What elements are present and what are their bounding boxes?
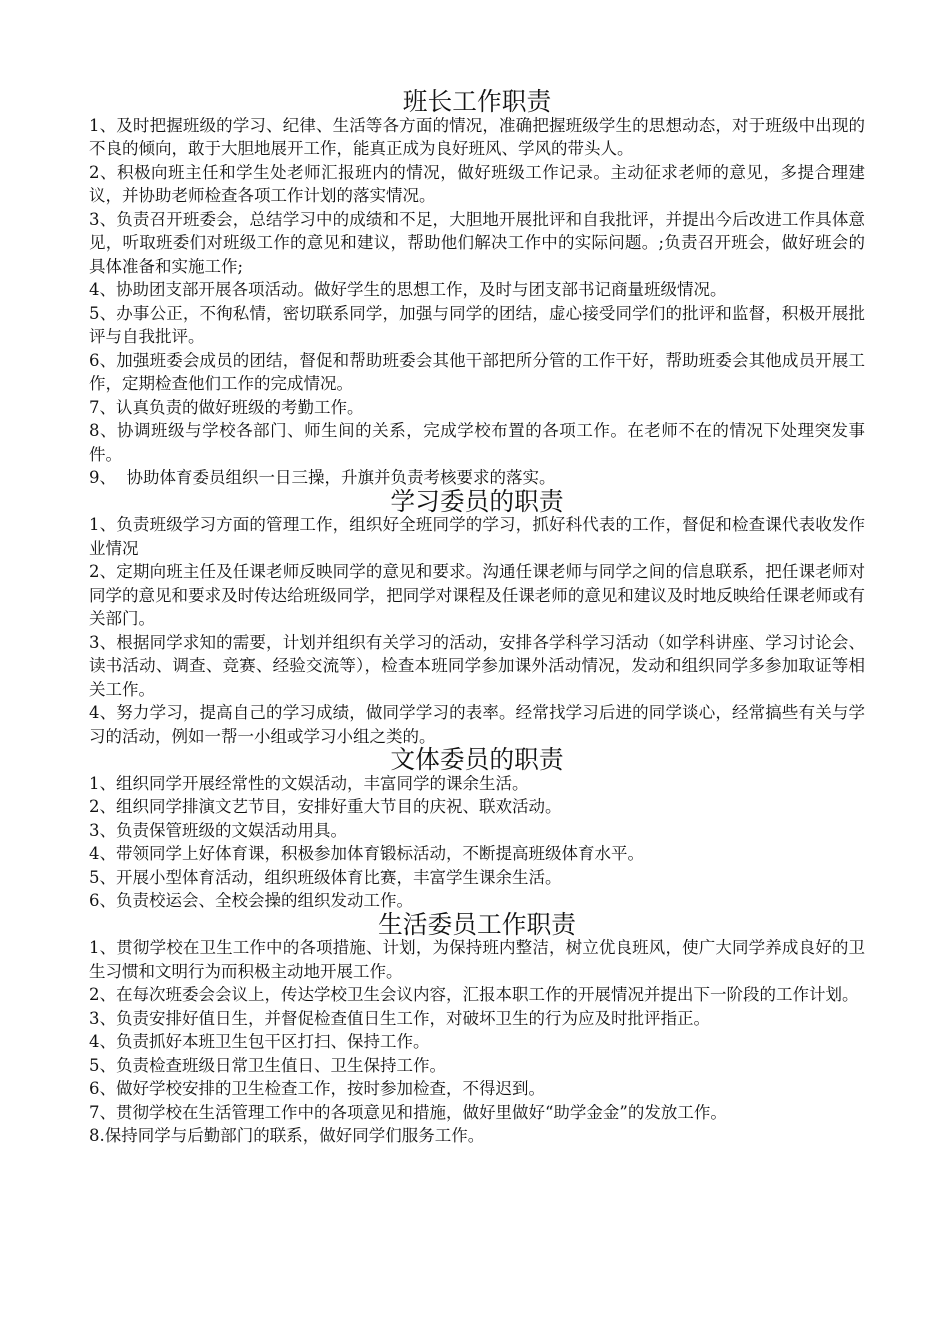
duty-item: 5、办事公正，不徇私情，密切联系同学，加强与同学的团结，虚心接受同学们的批评和监督，积极开展批评与自我批评。 (89, 303, 865, 346)
duty-item: 4、带领同学上好体育课，积极参加体育锻标活动，不断提高班级体育水平。 (89, 844, 644, 863)
duty-item: 4、努力学习，提高自己的学习成绩，做同学学习的表率。经常找学习后进的同学谈心，经常搞些有关与学习的活动，例如一帮一小组或学习小组之类的。 (89, 703, 865, 746)
duty-item: 7、认真负责的做好班级的考勤工作。 (89, 397, 364, 417)
section-study-committee (89, 486, 865, 749)
duty-item: 3、负责安排好值日生，并督促检查值日生工作，对破坏卫生的行为应及时批评指正。 (89, 1008, 710, 1028)
duty-item: 2、在每次班委会会议上，传达学校卫生会议内容，汇报本职工作的开展情况并提出下一阶段的工作计划。 (89, 985, 859, 1004)
document-page (89, 87, 865, 1148)
section-title: 生活委员工作职责 (378, 909, 576, 939)
duty-item: 8.保持同学与后勤部门的联系，做好同学们服务工作。 (89, 1126, 485, 1145)
duty-item: 4、负责抓好本班卫生包干区打扫、保持工作。 (89, 1032, 430, 1051)
duty-item: 3、负责召开班委会，总结学习中的成绩和不足，大胆地开展批评和自我批评，并提出今后改进工作具体意见，听取班委们对班级工作的意见和建议，帮助他们解决工作中的实际问题。;负责召开班会，做好班会的具体准备和实施工作; (89, 209, 865, 276)
duty-item: 4、协助团支部开展各项活动。做好学生的思想工作，及时与团支部书记商量班级情况。 (89, 280, 727, 299)
duty-item: 6、负责校运会、全校会操的组织发动工作。 (89, 891, 413, 910)
duty-item: 6、加强班委会成员的团结，督促和帮助班委会其他干部把所分管的工作干好，帮助班委会其他成员开展工作，定期检查他们工作的完成情况。 (89, 350, 865, 393)
duty-item: 2、组织同学排演文艺节目，安排好重大节目的庆祝、联欢活动。 (89, 797, 562, 816)
section-title: 学习委员的职责 (390, 486, 564, 516)
duty-item: 6、做好学校安排的卫生检查工作，按时参加检查，不得迟到。 (89, 1079, 545, 1098)
duty-item: 3、负责保管班级的文娱活动用具。 (89, 820, 347, 840)
duty-item: 9、 协助体育委员组织一日三操，升旗并负责考核要求的落实。 (89, 468, 556, 487)
duty-item: 7、贯彻学校在生活管理工作中的各项意见和措施，做好里做好“助学金金”的发放工作。 (89, 1102, 727, 1122)
duty-item: 3、根据同学求知的需要，计划并组织有关学习的活动，安排各学科学习活动（如学科讲座、学习讨论会、读书活动、调查、竞赛、经验交流等），检查本班同学参加课外活动情况，发动和组织同学多参加取证等相关工作。 (89, 632, 865, 699)
duty-item: 5、负责检查班级日常卫生值日、卫生保持工作。 (89, 1055, 446, 1075)
duty-item: 1、及时把握班级的学习、纪律、生活等各方面的情况，准确把握班级学生的思想动态，对于班级中出现的不良的倾向，敢于大胆地展开工作，能真正成为良好班风、学风的带头人。 (89, 115, 865, 158)
duty-item: 5、开展小型体育活动，组织班级体育比赛，丰富学生课余生活。 (89, 867, 562, 887)
section-title: 班长工作职责 (402, 87, 552, 116)
section-title: 文体委员的职责 (390, 745, 564, 774)
section-arts-sports-committee (89, 745, 865, 913)
duty-item: 2、积极向班主任和学生处老师汇报班内的情况，做好班级工作记录。主动征求老师的意见，多提合理建议，并协助老师检查各项工作计划的落实情况。 (89, 162, 865, 205)
duty-item: 1、贯彻学校在卫生工作中的各项措施、计划，为保持班内整洁，树立优良班风，使广大同学养成良好的卫生习惯和文明行为而积极主动地开展工作。 (89, 938, 865, 981)
section-life-committee (89, 909, 865, 1148)
duty-item: 1、负责班级学习方面的管理工作，组织好全班同学的学习，抓好科代表的工作，督促和检查课代表收发作业情况 (89, 515, 865, 558)
duty-item: 1、组织同学开展经常性的文娱活动，丰富同学的课余生活。 (89, 773, 529, 793)
duty-item: 8、协调班级与学校各部门、师生间的关系，完成学校布置的各项工作。在老师不在的情况下处理突发事件。 (89, 421, 865, 464)
duty-item: 2、定期向班主任及任课老师反映同学的意见和要求。沟通任课老师与同学之间的信息联系，把任课老师对同学的意见和要求及时传达给班级同学，把同学对课程及任课老师的意见和建议及时地反映给任课老师或有关部门。 (89, 562, 865, 628)
section-class-monitor (89, 87, 865, 490)
